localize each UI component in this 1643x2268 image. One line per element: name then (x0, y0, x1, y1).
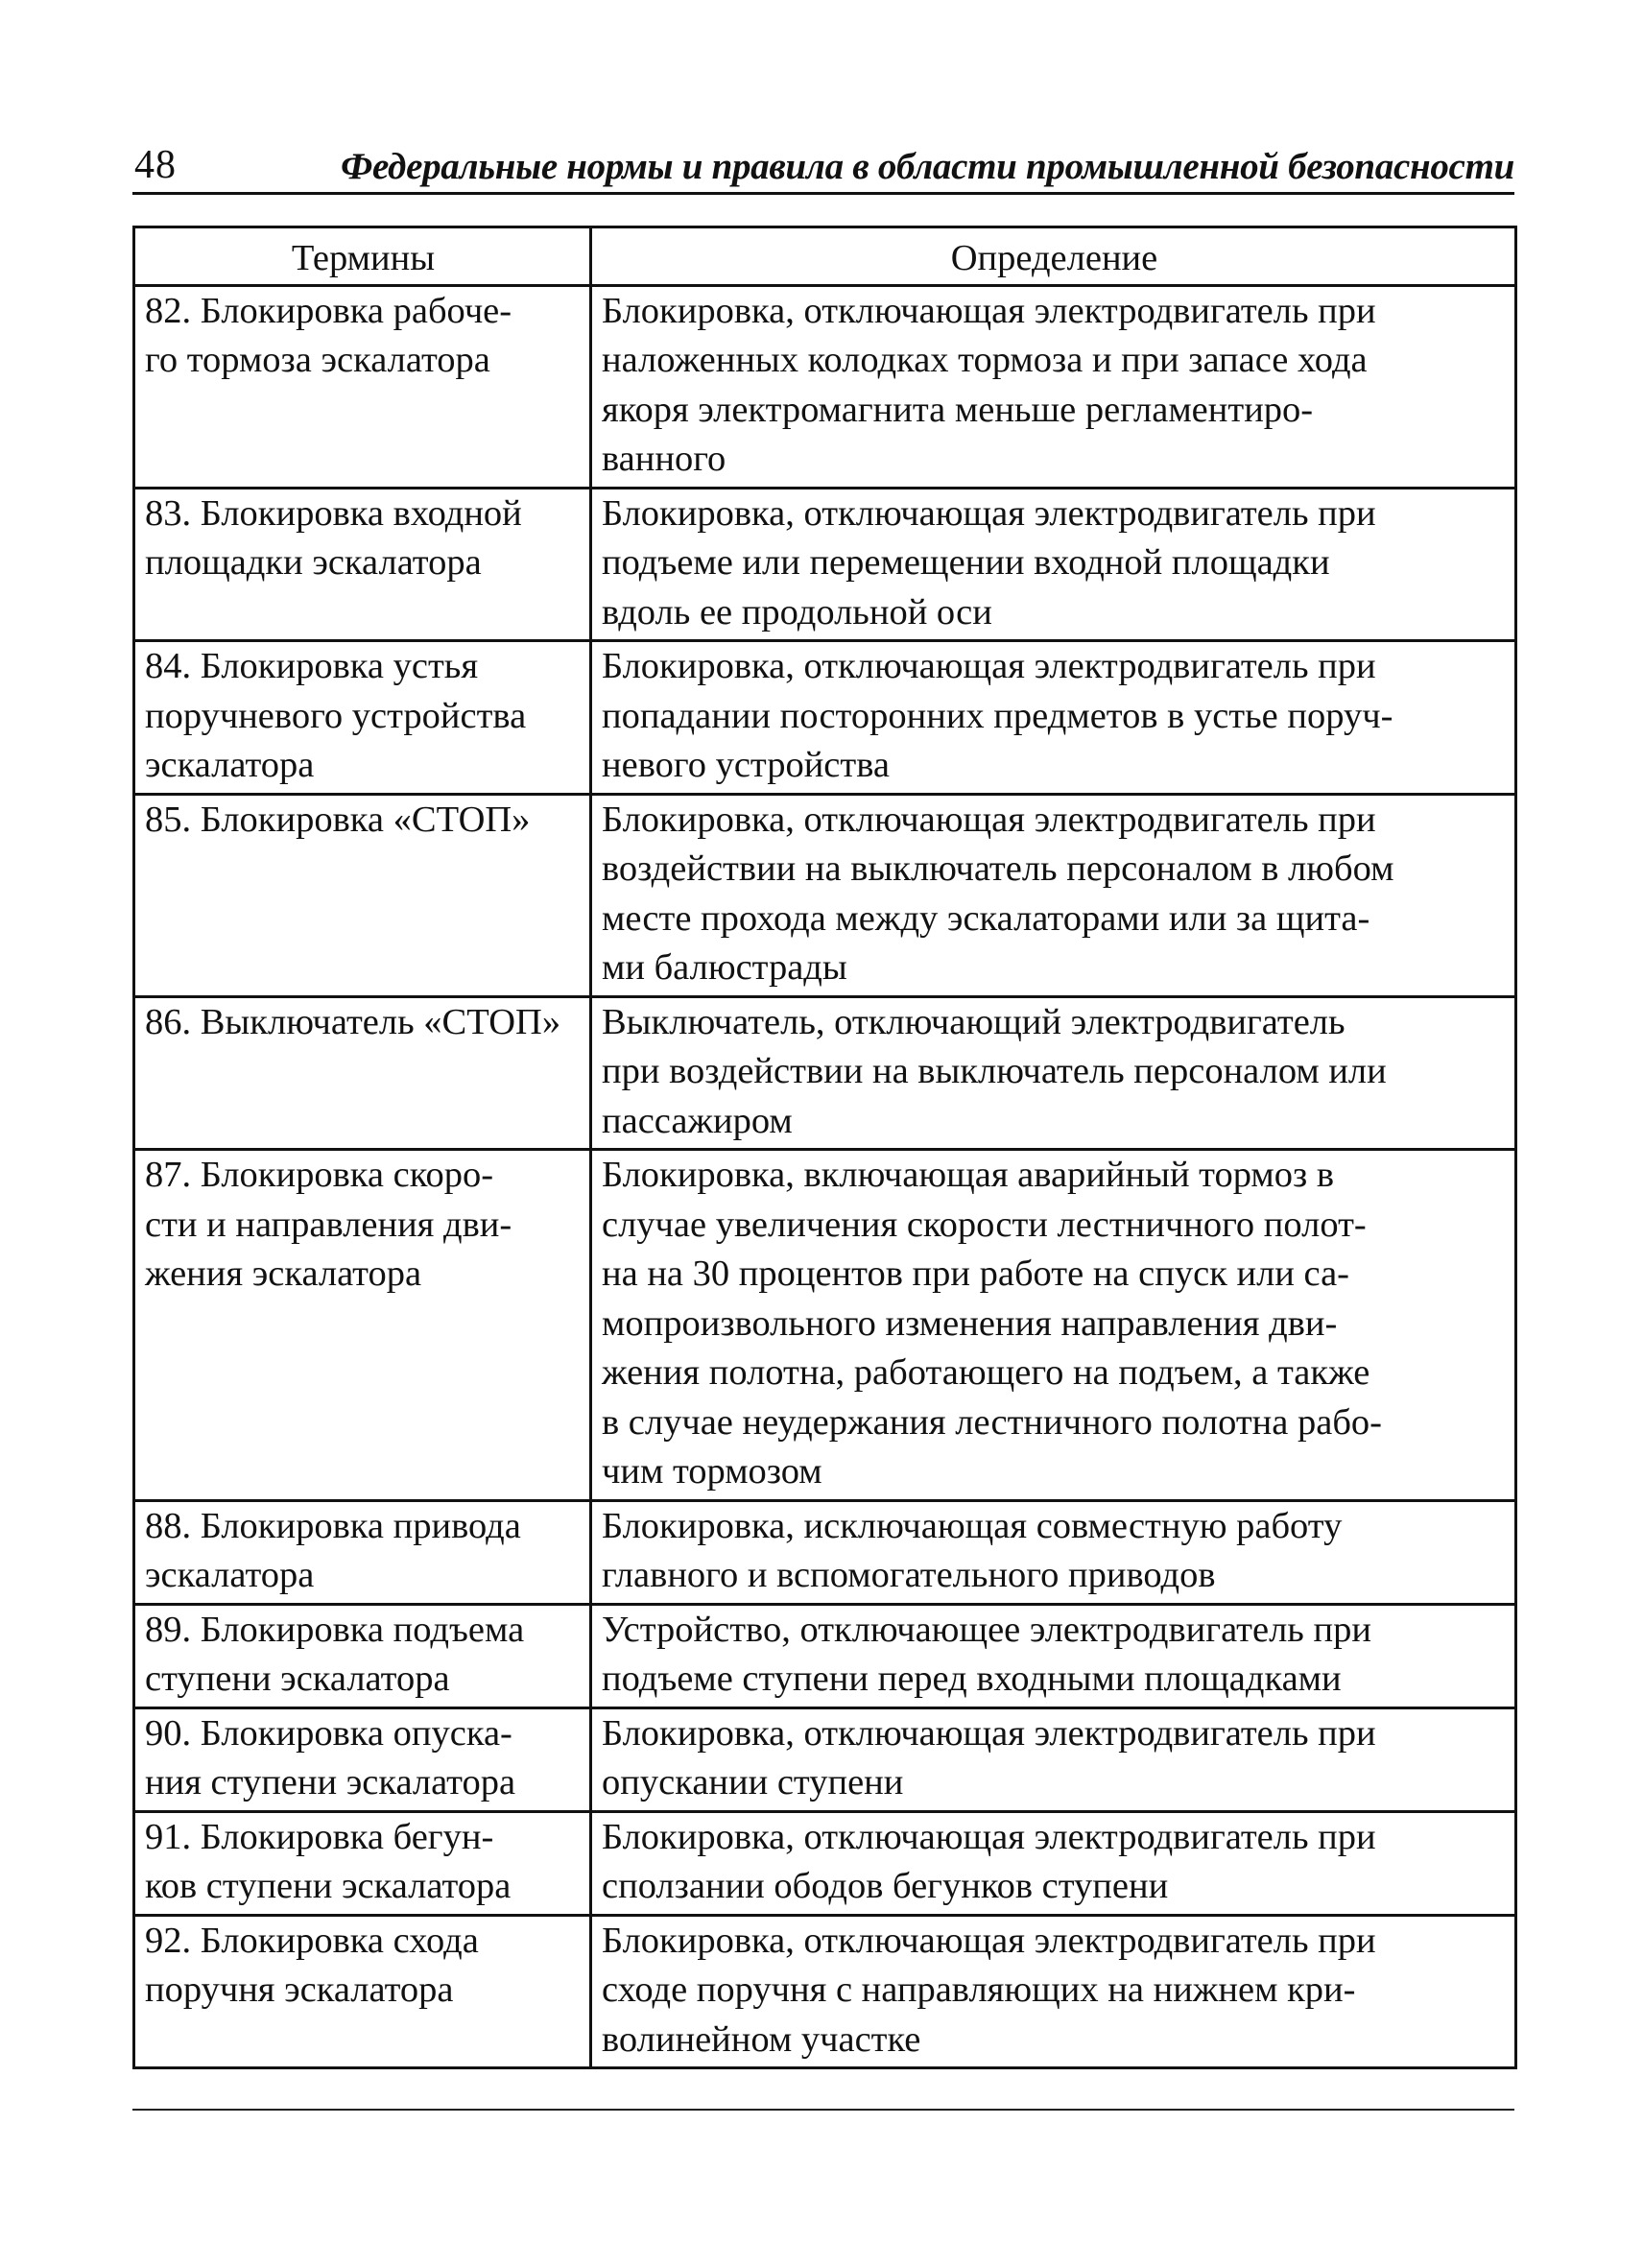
term-cell (134, 1811, 591, 1915)
term-cell (134, 996, 591, 1150)
page-number: 48 (134, 143, 177, 187)
definition-text: Блокировка, отключающая электродвигатель при воздействии на выключатель персоналом в любом месте прохода между эскалаторами или за щита- ми балюстрады (602, 799, 1394, 988)
term-text: 88. Блокировка привода эскалатора (145, 1505, 521, 1595)
column-header-terms: Термины (134, 227, 591, 286)
table-row (134, 1915, 1516, 2068)
definition-cell (591, 285, 1516, 488)
term-text: 86. Выключатель «СТОП» (145, 1001, 561, 1042)
definition-cell (591, 641, 1516, 795)
term-text: 91. Блокировка бегун- ков ступени эскалатора (145, 1816, 512, 1906)
term-text: 83. Блокировка входной площадки эскалатора (145, 492, 522, 583)
definition-text: Устройство, отключающее электродвигатель при подъеме ступени перед входными площадками (602, 1609, 1371, 1699)
definition-text: Выключатель, отключающий электродвигатель при воздействии на выключатель персоналом или пассажиром (602, 1001, 1387, 1141)
page-header (132, 142, 1514, 195)
table-row (134, 641, 1516, 795)
definition-cell (591, 996, 1516, 1150)
term-cell (134, 1604, 591, 1707)
term-cell (134, 285, 591, 488)
term-text: 92. Блокировка схода поручня эскалатора (145, 1920, 479, 2010)
definition-cell (591, 794, 1516, 996)
definition-text: Блокировка, отключающая электродвигатель при подъеме или перемещении входной площадки вдоль ее продольной оси (602, 492, 1376, 633)
table-row (134, 1500, 1516, 1604)
definition-text: Блокировка, отключающая электродвигатель при наложенных колодках тормоза и при запасе хода якоря электромагнита меньше регламентиро- ванного (602, 290, 1376, 479)
table-row (134, 285, 1516, 488)
term-text: 85. Блокировка «СТОП» (145, 799, 531, 840)
term-text: 89. Блокировка подъема ступени эскалатора (145, 1609, 525, 1699)
footer-rule (132, 2109, 1514, 2111)
term-text: 90. Блокировка опуска- ния ступени эскалатора (145, 1712, 516, 1802)
definition-text: Блокировка, отключающая электродвигатель при опускании ступени (602, 1712, 1376, 1802)
definition-cell (591, 1915, 1516, 2068)
definition-cell (591, 1604, 1516, 1707)
definition-cell (591, 1811, 1516, 1915)
term-cell (134, 1707, 591, 1811)
table-row (134, 996, 1516, 1150)
table-row (134, 488, 1516, 641)
table-row (134, 794, 1516, 996)
definition-cell (591, 1150, 1516, 1501)
term-cell (134, 488, 591, 641)
table-row (134, 1811, 1516, 1915)
definition-text: Блокировка, исключающая совместную работу главного и вспомогательного приводов (602, 1505, 1343, 1595)
definition-text: Блокировка, отключающая электродвигатель при попадании посторонних предметов в устье поруч- невого устройства (602, 646, 1393, 785)
term-text: 87. Блокировка скоро- сти и направления дви- жения эскалатора (145, 1155, 512, 1294)
term-cell (134, 1915, 591, 2068)
definition-cell (591, 1707, 1516, 1811)
table-row (134, 1707, 1516, 1811)
term-cell (134, 641, 591, 795)
table-header-row (134, 227, 1516, 286)
table-row (134, 1604, 1516, 1707)
definition-text: Блокировка, отключающая электродвигатель при сходе поручня с направляющих на нижнем кри- волинейном участке (602, 1920, 1376, 2060)
running-title: Федеральные нормы и правила в области промышленной безопасности (341, 146, 1514, 187)
definition-cell (591, 1500, 1516, 1604)
term-cell (134, 1150, 591, 1501)
term-cell (134, 794, 591, 996)
term-text: 84. Блокировка устья поручневого устройства эскалатора (145, 646, 527, 785)
table-row (134, 1150, 1516, 1501)
term-text: 82. Блокировка рабоче- го тормоза эскалатора (145, 290, 512, 380)
column-header-definition: Определение (591, 227, 1516, 286)
terms-table (132, 226, 1517, 2069)
term-cell (134, 1500, 591, 1604)
definition-cell (591, 488, 1516, 641)
definition-text: Блокировка, отключающая электродвигатель при сползании ободов бегунков ступени (602, 1816, 1376, 1906)
definition-text: Блокировка, включающая аварийный тормоз в случае увеличения скорости лестничного полот- на на 30 процентов при работе на спуск или са- мопроизвольного изменения направления дви- жения полотна, работающего на подъем, а также в случае неудержания лестничного полотна рабо- чим тормозом (602, 1155, 1382, 1492)
